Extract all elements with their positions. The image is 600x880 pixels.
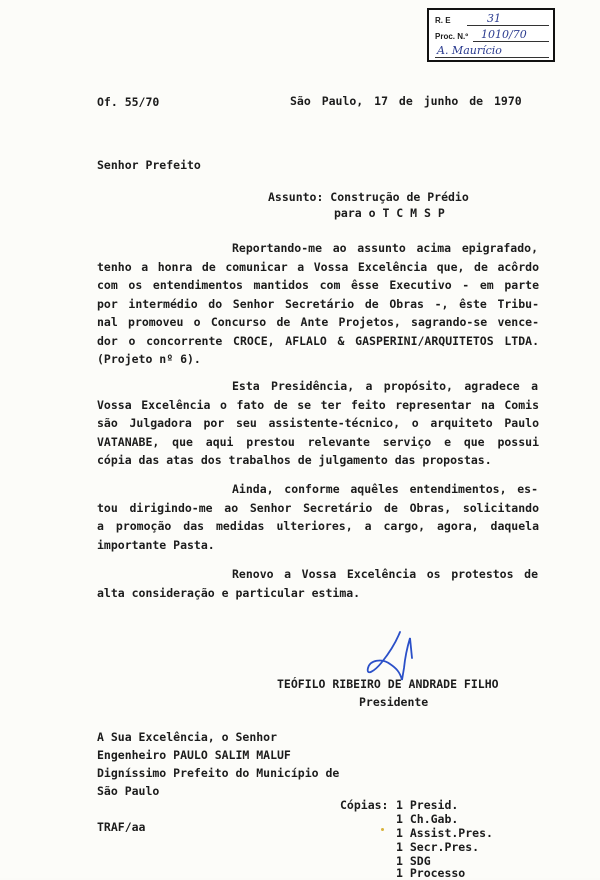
- signatory-name: TEÓFILO RIBEIRO DE ANDRADE FILHO: [277, 677, 499, 691]
- copy-item: 1 SDG: [396, 854, 431, 868]
- subject-line-1: Assunto: Construção de Prédio: [268, 190, 469, 204]
- stamp-label-re: R. E: [435, 16, 451, 25]
- para2-line: Esta Presidência, a propósito, agradece a: [232, 379, 538, 393]
- stamp-line: [435, 57, 549, 58]
- stamp-value-proc: 1010/70: [481, 28, 527, 41]
- copy-item: 1 Secr.Pres.: [396, 840, 480, 854]
- para1-line: Reportando-me ao assunto acima epigrafado,: [232, 241, 538, 255]
- stamp-line: [467, 25, 549, 26]
- para3-line: importante Pasta.: [97, 538, 215, 552]
- para1-line: tenho a honra de comunicar a Vossa Excelência que, de acôrdo: [97, 260, 539, 274]
- para1-line: (Projeto nº 6).: [97, 352, 201, 366]
- para2-line: são Julgadora por seu assistente-técnico, o arquiteto Paulo: [97, 416, 539, 430]
- para2-line: VATANABE, que aqui prestou relevante serviço e que possui: [97, 435, 539, 449]
- copy-item: 1 Processo: [396, 866, 466, 880]
- signatory-title: Presidente: [359, 695, 429, 709]
- copy-item: 1 Presid.: [396, 798, 459, 812]
- addressee-line: Engenheiro PAULO SALIM MALUF: [97, 748, 291, 762]
- addressee-line: A Sua Excelência, o Senhor: [97, 730, 278, 744]
- stamp-label-proc: Proc. N.º: [435, 32, 469, 41]
- para1-line: dor o concorrente CROCE, AFLALO & GASPERINI/ARQUITETOS LTDA.: [97, 334, 539, 348]
- addressee-line: São Paulo: [97, 784, 160, 798]
- para1-line: nal promoveu o Concurso de Ante Projetos, sagrando-se vence-: [97, 315, 539, 329]
- addressee-line: Digníssimo Prefeito do Município de: [97, 766, 340, 780]
- para4-line: alta consideração e particular estima.: [97, 586, 361, 600]
- protocol-stamp: [427, 8, 555, 62]
- para3-line: a promoção das medidas ulteriores, a cargo, agora, daquela: [97, 519, 539, 533]
- subject-line-2: para o T C M S P: [334, 206, 445, 220]
- stamp-value-name: A. Maurício: [437, 44, 502, 57]
- stamp-value-re: 31: [487, 12, 501, 25]
- para3-line: Ainda, conforme aquêles entendimentos, es-: [232, 482, 538, 496]
- copies-label: Cópias:: [340, 798, 389, 812]
- yellow-mark: [381, 828, 384, 831]
- reference-number: Of. 55/70: [97, 95, 160, 109]
- para4-line: Renovo a Vossa Excelência os protestos de: [232, 567, 538, 581]
- copy-item: 1 Ch.Gab.: [396, 812, 459, 826]
- para3-line: tou dirigindo-me ao Senhor Secretário de Obras, solicitando: [97, 501, 539, 515]
- copy-item: 1 Assist.Pres.: [396, 826, 493, 840]
- typist-initials: TRAF/aa: [97, 820, 146, 834]
- para1-line: com os entendimentos mantidos com êsse Executivo - em parte: [97, 278, 539, 292]
- salutation: Senhor Prefeito: [97, 158, 201, 172]
- para1-line: por intermédio do Senhor Secretário de Obras -, êste Tribu-: [97, 297, 539, 311]
- place-date: São Paulo, 17 de junho de 1970: [290, 94, 522, 108]
- stamp-line: [473, 41, 549, 42]
- para2-line: cópia das atas dos trabalhos de julgamento das propostas.: [97, 453, 492, 467]
- para2-line: Vossa Excelência o fato de se ter feito representar na Comis: [97, 398, 539, 412]
